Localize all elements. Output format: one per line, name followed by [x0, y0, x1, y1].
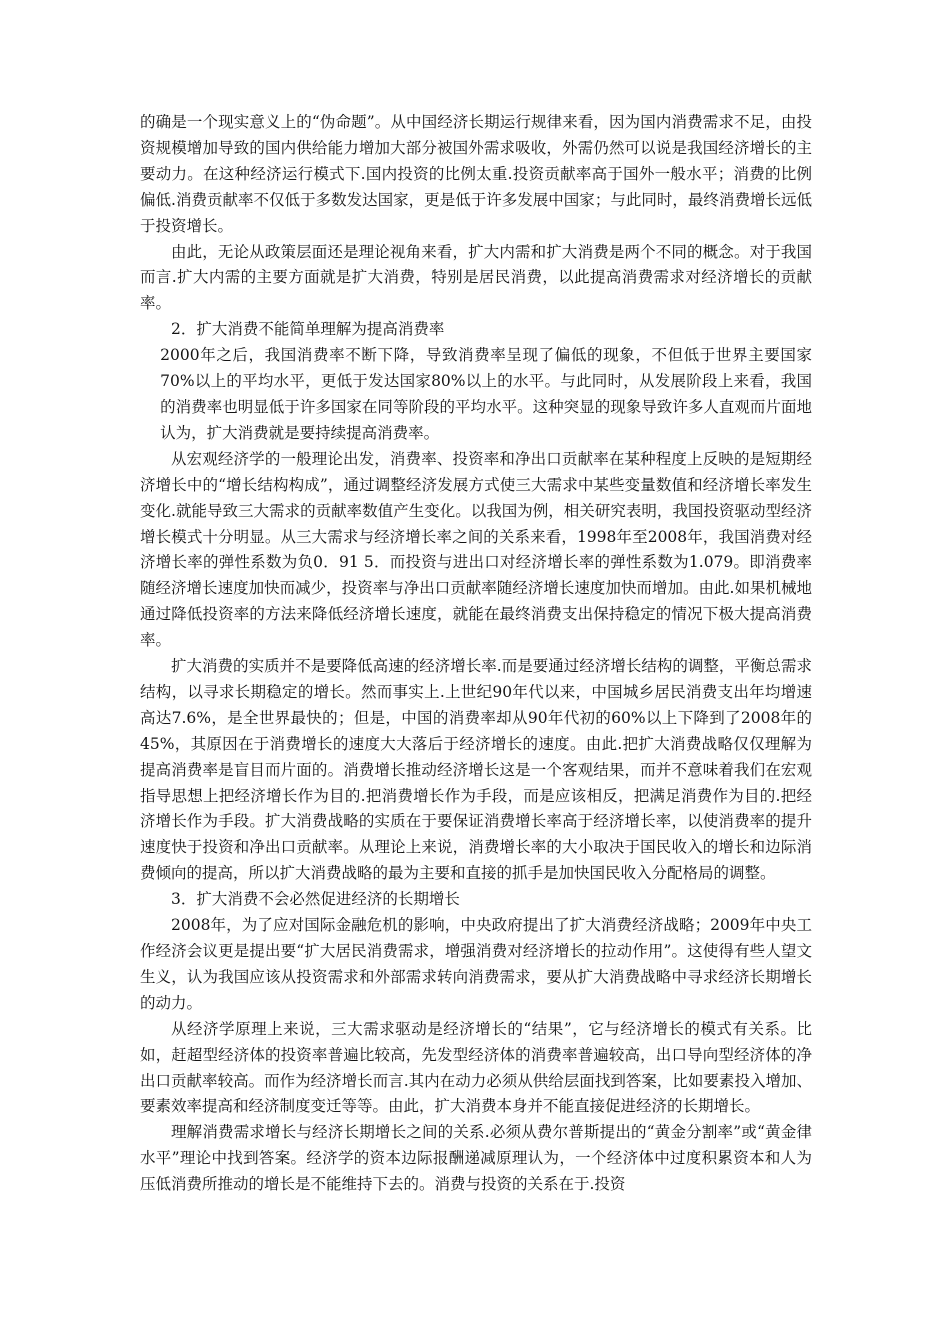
paragraph: 2000年之后，我国消费率不断下降，导致消费率呈现了偏低的现象，不但低于世界主要国家70%以上的平均水平，更低于发达国家80%以上的水平。与此同时，从发展阶段上来看，我国的消费率也明显低于许多国家在同等阶段的平均水平。这种突显的现象导致许多人直观而片面地认为，扩大消费就是要持续提高消费率。	[160, 346, 812, 442]
paragraph: 理解消费需求增长与经济长期增长之间的关系.必须从费尔普斯提出的“黄金分割率”或“黄金律水平”理论中找到答案。经济学的资本边际报酬递减原理认为，一个经济体中过度积累资本和人为压低消费所推动的增长是不能维持下去的。消费与投资的关系在于.投资	[140, 1123, 812, 1194]
paragraph: 从宏观经济学的一般理论出发，消费率、投资率和净出口贡献率在某种程度上反映的是短期经济增长中的“增长结构构成”，通过调整经济发展方式使三大需求中某些变量数值和经济增长率发生变化.就能导致三大需求的贡献率数值产生变化。以我国为例，相关研究表明，我国投资驱动型经济增长模式十分明显。从三大需求与经济增长率之间的关系来看，1998年至2008年，我国消费对经济增长率的弹性系数为负0．91 5．而投资与进出口对经济增长率的弹性系数为1.079。即消费率随经济增长速度加快而减少，投资率与净出口贡献率随经济增长速度加快而增加。由此.如果机械地通过降低投资率的方法来降低经济增长速度，就能在最终消费支出保持稳定的情况下极大提高消费率。	[140, 449, 812, 650]
section-heading-2: 2．扩大消费不能简单理解为提高消费率	[171, 320, 445, 339]
paragraph: 由此，无论从政策层面还是理论视角来看，扩大内需和扩大消费是两个不同的概念。对于我国而言.扩大内需的主要方面就是扩大消费，特别是居民消费，以此提高消费需求对经济增长的贡献率。	[140, 242, 812, 313]
paragraph: 从经济学原理上来说，三大需求驱动是经济增长的“结果”，它与经济增长的模式有关系。比如，赶超型经济体的投资率普遍比较高，先发型经济体的消费率普遍较高，出口导向型经济体的净出口贡献率较高。而作为经济增长而言.其内在动力必须从供给层面找到答案，比如要素投入增加、要素效率提高和经济制度变迁等等。由此，扩大消费本身并不能直接促进经济的长期增长。	[140, 1019, 812, 1116]
paragraph-continuation: 的确是一个现实意义上的“伪命题”。从中国经济长期运行规律来看，因为国内消费需求不足，由投资规模增加导致的国内供给能力增加大部分被国外需求吸收，外需仍然可以说是我国经济增长的主要动力。在这种经济运行模式下.国内投资的比例太重.投资贡献率高于国外一般水平；消费的比例偏低.消费贡献率不仅低于多数发达国家，更是低于许多发展中国家；与此同时，最终消费增长远低于投资增长。	[140, 113, 812, 235]
paragraph: 2008年，为了应对国际金融危机的影响，中央政府提出了扩大消费经济战略；2009年中央工作经济会议更是提出要“扩大居民消费需求，增强消费对经济增长的拉动作用”。这使得有些人望文生义，认为我国应该从投资需求和外部需求转向消费需求，要从扩大消费战略中寻求经济长期增长的动力。	[140, 916, 812, 1012]
document-page	[140, 110, 812, 1198]
section-heading-3: 3．扩大消费不会必然促进经济的长期增长	[171, 890, 460, 909]
paragraph: 扩大消费的实质并不是要降低高速的经济增长率.而是要通过经济增长结构的调整，平衡总需求结构，以寻求长期稳定的增长。然而事实上.上世纪90年代以来，中国城乡居民消费支出年均增速高达7.6%，是全世界最快的；但是，中国的消费率却从90年代初的60%以上下降到了2008年的45%，其原因在于消费增长的速度大大落后于经济增长的速度。由此.把扩大消费战略仅仅理解为提高消费率是盲目而片面的。消费增长推动经济增长这是一个客观结果，而并不意味着我们在宏观指导思想上把经济增长作为目的.把消费增长作为手段，而是应该相反，把满足消费作为目的.把经济增长作为手段。扩大消费战略的实质在于要保证消费增长率高于经济增长率，以使消费率的提升速度快于投资和净出口贡献率。从理论上来说，消费增长率的大小取决于国民收入的增长和边际消费倾向的提高，所以扩大消费战略的最为主要和直接的抓手是加快国民收入分配格局的调整。	[140, 657, 812, 883]
